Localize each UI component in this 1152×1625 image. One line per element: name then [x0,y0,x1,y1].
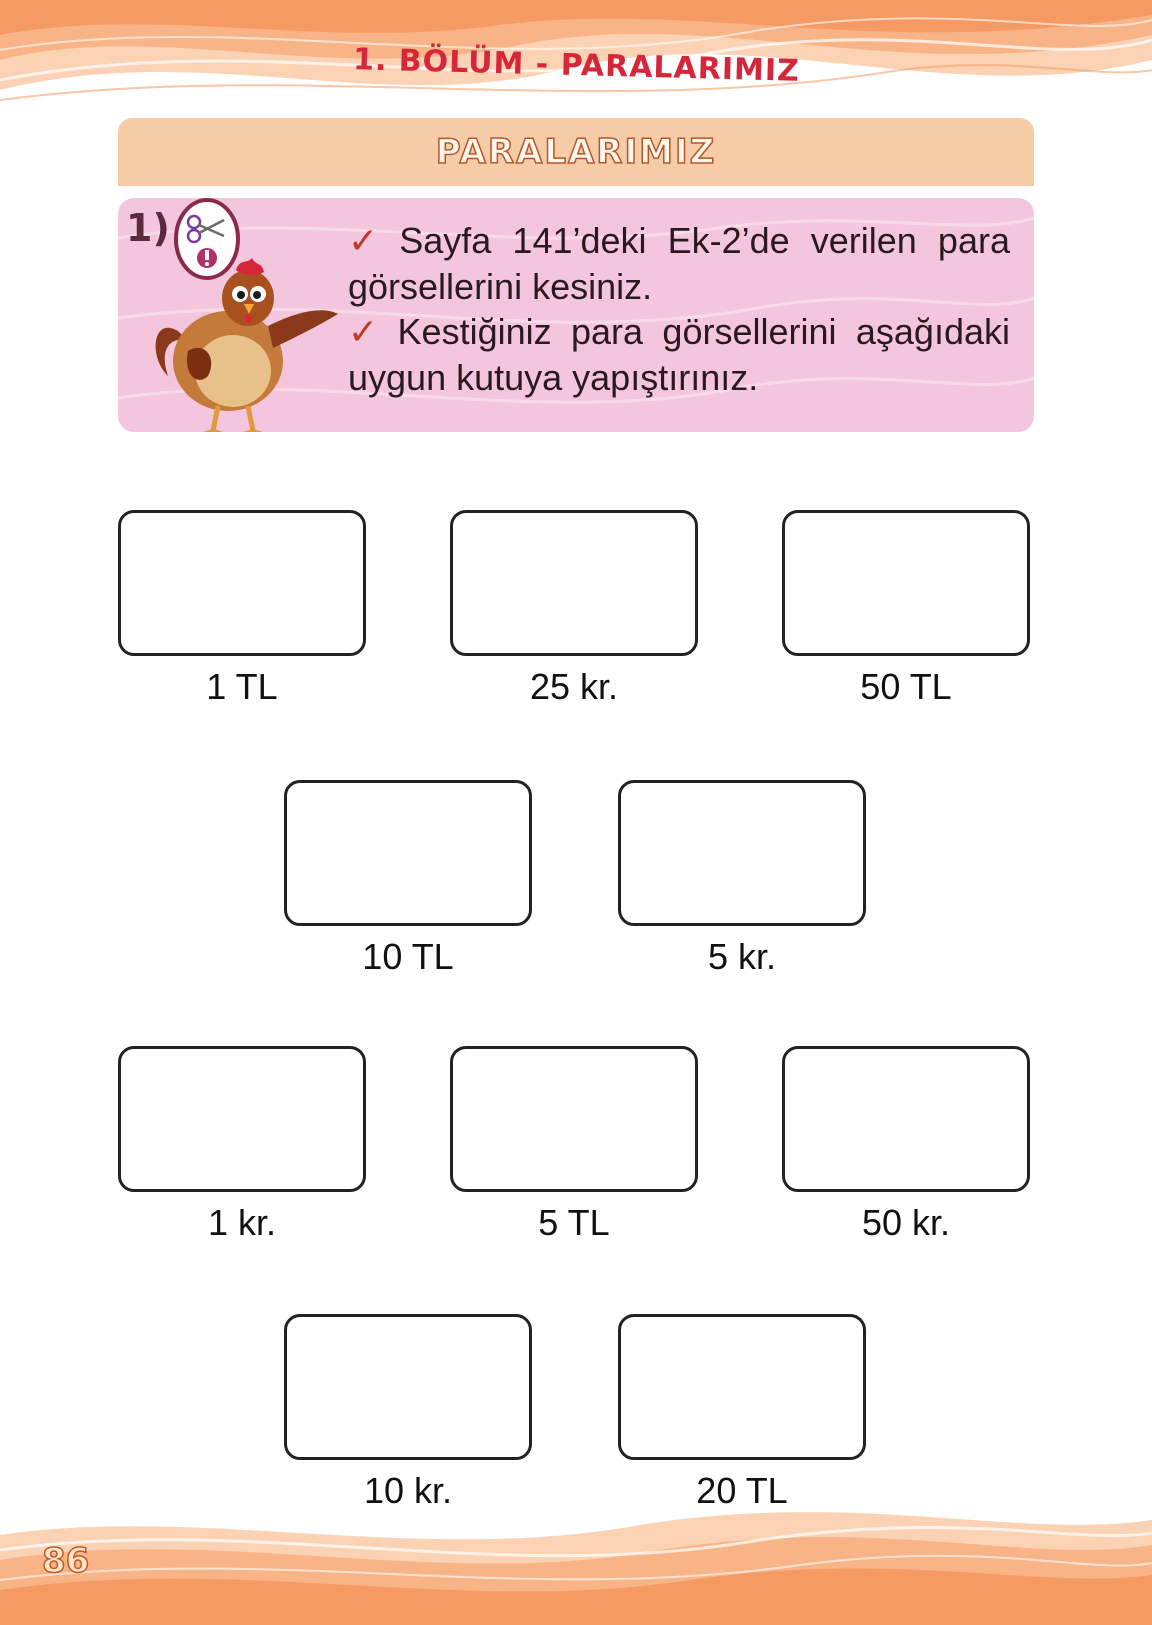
paste-box[interactable] [450,510,698,656]
hen-illustration [148,236,338,432]
slot-label: 5 TL [538,1202,610,1243]
paste-box[interactable] [284,780,532,926]
money-slot[interactable] [618,780,866,978]
paste-box[interactable] [118,1046,366,1192]
paste-box[interactable] [118,510,366,656]
page-number: 86 [42,1541,90,1581]
slot-label: 5 kr. [707,936,777,977]
slot-label: 10 kr. [363,1470,453,1511]
money-slot[interactable] [284,780,532,978]
slot-label: 50 kr. [861,1202,951,1243]
money-slot[interactable] [782,510,1030,708]
slot-label: 25 kr. [529,666,619,707]
instruction-item: ✓ Sayfa 141’deki Ek-2’de verilen para görsellerini kesiniz. [348,220,1010,307]
paste-box[interactable] [618,780,866,926]
section-title: PARALARIMIZ [435,132,717,172]
slot-label: 10 TL [362,936,454,977]
check-icon: ✓ [348,312,388,353]
paste-box[interactable] [618,1314,866,1460]
slot-label: 20 TL [696,1470,788,1511]
instruction-box [118,198,1034,432]
instruction-item: ✓ Kestiğiniz para görsellerini aşağıdaki uygun kutuya yapıştırınız. [348,311,1010,398]
question-number: 1) [126,206,170,250]
section-banner [118,118,1034,186]
money-slot[interactable] [118,1046,366,1244]
check-icon: ✓ [348,221,390,262]
money-slot[interactable] [450,1046,698,1244]
chapter-title: 1. BÖLÜM - PARALARIMIZ [352,42,800,89]
money-slot[interactable] [118,510,366,708]
money-slot[interactable] [618,1314,866,1512]
slot-label: 1 TL [206,666,278,707]
slot-label: 50 TL [860,666,952,707]
paste-box[interactable] [284,1314,532,1460]
paste-box[interactable] [782,1046,1030,1192]
money-slot[interactable] [284,1314,532,1512]
paste-box[interactable] [450,1046,698,1192]
money-slot[interactable] [450,510,698,708]
money-slot[interactable] [782,1046,1030,1244]
instruction-text [348,218,1010,400]
slot-label: 1 kr. [207,1202,277,1243]
bottom-wave-decoration [0,1495,1152,1625]
paste-box[interactable] [782,510,1030,656]
